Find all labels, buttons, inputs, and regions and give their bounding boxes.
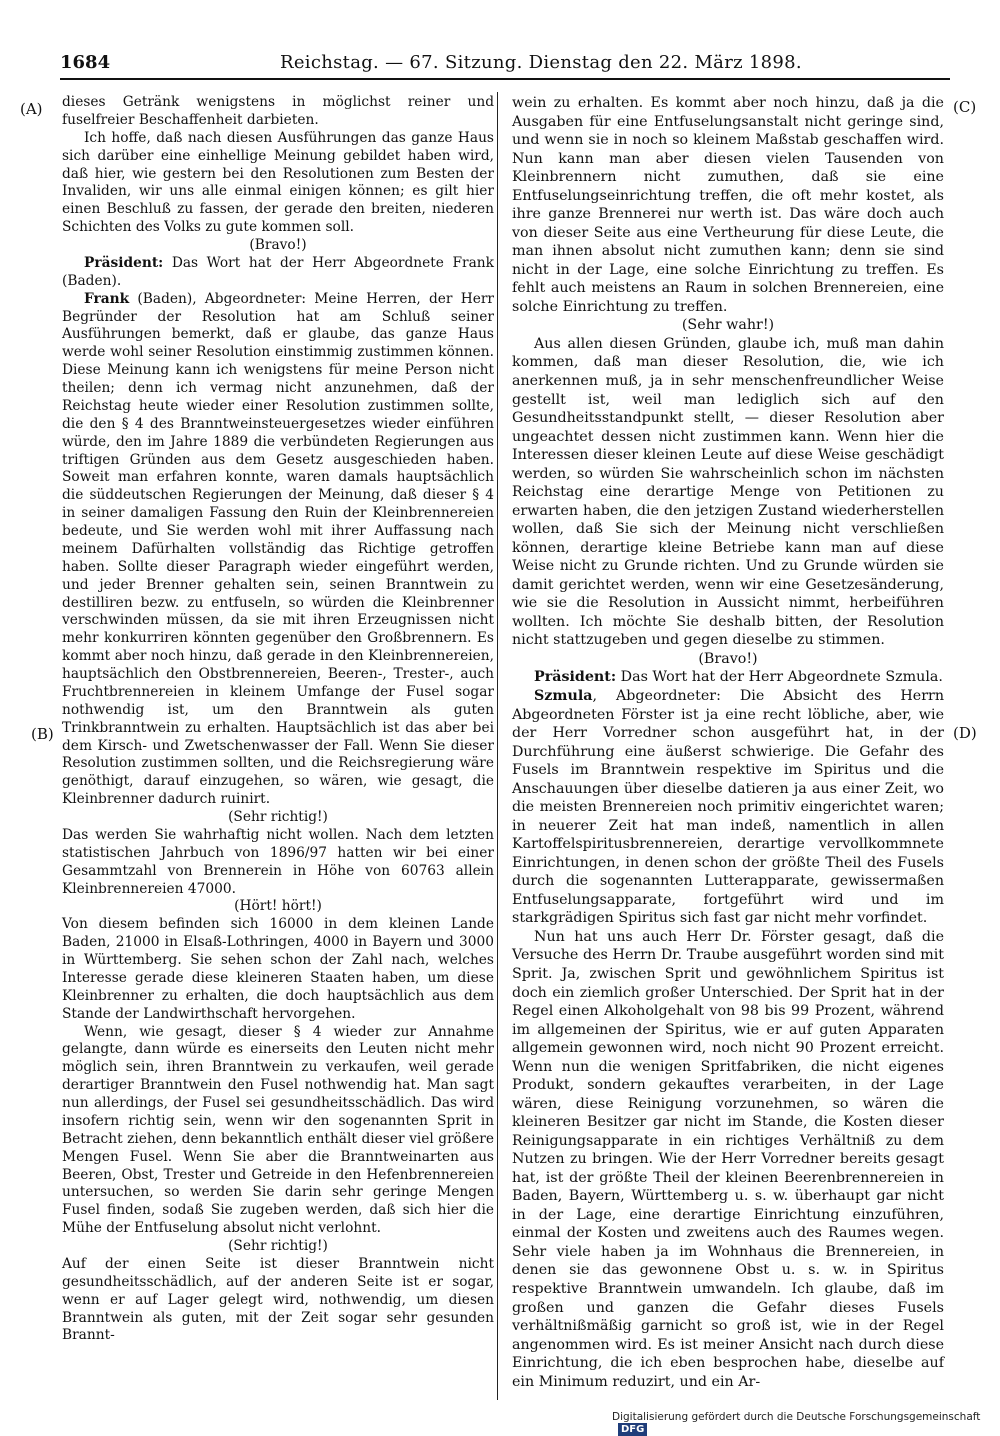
page-number: 1684 — [60, 52, 111, 73]
digitization-footer — [612, 1411, 992, 1435]
paragraph: Das werden Sie wahrhaftig nicht wollen. Nach dem letzten statistischen Jahrbuch von 1896/97 hatten wir bei einer Gesammtzahl von Brennerein in Höhe von 60763 allein Kleinbrennereien 47000. — [62, 826, 494, 897]
interjection: (Bravo!) — [249, 237, 307, 253]
dfg-logo: DFG — [618, 1423, 647, 1436]
margin-marker-b: (B) — [31, 725, 54, 743]
interjection: (Bravo!) — [698, 650, 758, 667]
speech-text: , Abgeordneter: Die Absicht des Herrn Abgeordneten Förster ist ja eine recht löbliche, aber, wie der Herr Vorredner schon ausgeführt hat, in der Durchführung eine äußerst schwierige. Die Gefahr des Fusels im Branntwein respektive im Spiritus und die Anschauungen über dieselbe datieren ja aus einer Zeit, wo die meisten Brennereien noch primitiv eingerichtet waren; in neuerer Zeit hat man indeß, namentlich in allen Kartoffelspiritusbrennereien, derartige vervollkommnete Einrichtungen, in denen schon der größte Theil des Fusels durch die sogenannten Lutterapparate, gewissermaßen Entfuselungsapparate, fortgeführt wird und im starkgrädigen Spiritus sich fast gar nicht mehr vorfindet. — [512, 688, 944, 927]
paragraph: dieses Getränk wenigstens in möglichst reiner und fuselfreier Beschaffenheit darbieten. — [62, 94, 494, 128]
speaker-paragraph — [62, 291, 494, 809]
interjection: (Sehr richtig!) — [228, 809, 328, 825]
speaker-paragraph — [512, 668, 944, 687]
page-title: Reichstag. — 67. Sitzung. Dienstag den 22. März 1898. — [280, 52, 802, 73]
margin-marker-d: (D) — [953, 724, 977, 742]
paragraph: Aus allen diesen Gründen, glaube ich, muß man dahin kommen, daß man dieser Resolution, die, wie ich anerkennen muß, ja in sehr menschenfreundlicher Weise gestellt ist, weil man lediglich sich auf den Gesundheitsstandpunkt stellt, — dieser Resolution aber ungeachtet dessen nicht zustimmen kann. Wenn hier die Interessen dieser kleinen Leute auf diese Weise geschädigt werden, so würden Sie wahrscheinlich schon im nächsten Reichstag eine derartige Menge von Petitionen zu erwarten haben, die den jetzigen Zustand wiederherstellen wollen, daß Sie sich der Meinung nicht verschließen können, derartige kleine Betriebe kann man auf diese Weise nicht zu Grunde richten. Und zu Grunde würden sie damit gerichtet werden, wenn wir eine Gesetzesänderung, wie sie die Resolution in Aussicht nimmt, herbeiführen wollten. Ich möchte Sie deshalb bitten, der Resolution nicht stattzugeben und gegen dieselbe zu stimmen. — [512, 335, 944, 649]
speaker-paragraph — [512, 687, 944, 928]
paragraph: Von diesem befinden sich 16000 in dem kleinen Lande Baden, 21000 in Elsaß-Lothringen, 4000 in Bayern und 3000 in Württemberg. Sie sehen schon der Zahl nach, welches Interesse gerade diese kleineren Staaten haben, um diese Kleinbrenner zu erhalten, die doch hauptsächlich aus dem Stande der Landwirthschaft hervorgehen. — [62, 916, 494, 1022]
speaker-name: Präsident: — [534, 669, 617, 686]
right-text-column — [512, 94, 944, 1391]
column-divider — [497, 92, 498, 1400]
footer-text: Digitalisierung gefördert durch die Deutsche Forschungsgemeinschaft — [612, 1411, 981, 1423]
paragraph: Wenn, wie gesagt, dieser § 4 wieder zur Annahme gelangte, dann würde es einerseits den Leuten nicht mehr möglich sein, ihren Branntwein zu verkaufen, weil gerade derartiger Branntwein den Fusel nothwendig hat. Man sagt nun allerdings, der Fusel sei gesundheitsschädlich. Das wird insofern richtig sein, wenn wir den sogenannten Sprit in Betracht ziehen, denn bekanntlich enthält dieser viel größere Mengen Fusel. Wenn Sie aber die Branntweinarten aus Beeren, Obst, Trester und Getreide in den Hefenbrennereien untersuchen, so werden Sie darin sehr geringe Mengen Fusel finden, sodaß Sie zugeben werden, daß sich hier die Mühe der Entfuselung absolut nicht verlohnt. — [62, 1023, 494, 1237]
page-header — [60, 50, 950, 80]
margin-marker-a: (A) — [20, 100, 43, 118]
paragraph: Auf der einen Seite ist dieser Branntwein nicht gesundheitsschädlich, auf der anderen Seite ist er sogar, wenn er auf Lager gelegt wird, nothwendig, um diesen Branntwein als guten, mit der Zeit sogar sehr gesunden Brannt- — [62, 1255, 494, 1344]
margin-marker-c: (C) — [953, 98, 977, 116]
speech-text: Das Wort hat der Herr Abgeordnete Szmula. — [616, 669, 943, 686]
speech-text: (Baden), Abgeordneter: Meine Herren, der Herr Begründer der Resolution hat am Schluß seiner Ausführungen bemerkt, daß er glaube, das ganze Haus werde wohl seiner Resolution einstimmig zustimmen können. Diese Meinung kann ich wenigstens für meine Person nicht theilen; denn ich vermag nicht anzunehmen, daß der Reichstag heute wieder einer Resolution zustimmen sollte, die den § 4 des Branntweinsteuergesetzes wieder einführen würde, den im Jahre 1889 die verbündeten Regierungen aus triftigen Gründen aus dem Gesetz ausgeschieden haben. Soweit man erfahren konnte, waren damals hauptsächlich die süddeutschen Regierungen der Meinung, daß dieser § 4 in seiner damaligen Fassung den Ruin der Kleinbrennereien bedeute, und Sie werden wohl mit ihrer Auffassung nach meinem Dafürhalten vollständig das Richtige getroffen haben. Sollte dieser Paragraph wieder eingeführt werden, und jeder Brenner gehalten sein, seinen Branntwein zu destilliren bezw. zu entfuseln, so würden die Kleinbrenner verschwinden müssen, da sie mit ihren Erzeugnissen nicht mehr konkurriren könnten gegenüber den Großbrennern. Es kommt aber noch hinzu, daß gerade in den Kleinbrennereien, hauptsächlich den Obstbrennereien, Beeren-, Trester-, auch Fruchtbrennereien in kleinem Umfange der Fusel sogar nothwendig ist, um den Branntwein als guten Trinkbranntwein zu erhalten. Hauptsächlich ist das aber bei dem Kirsch- und Zwetschenwasser der Fall. Wenn Sie dieser Resolution zustimmen sollten, und die Reichsregierung wäre genöthigt, darauf einzugehen, so wären, wie gesagt, die Kleinbrenner dadurch ruinirt. — [62, 290, 494, 808]
paragraph: wein zu erhalten. Es kommt aber noch hinzu, daß ja die Ausgaben für eine Entfuselungsanstalt nicht geringe sind, und wenn sie in noch so kleinem Maßstab geschaffen wird. Nun kann man aber diesen vielen Tausenden von Kleinbrennern nicht zumuthen, daß sie eine Entfuselungseinrichtung treffen, die oft mehr kostet, als ihre ganze Brennerei nur werth ist. Das wäre doch auch von dieser Seite aus eine Vertheurung für diese Leute, die man ihnen absolut nicht zumuthen kann; denn sie sind nicht in der Lage, eine solche Einrichtung zu treffen. Es fehlt auch meistens an Raum in solchen Brennereien, eine solche Einrichtung zu treffen. — [512, 95, 944, 315]
interjection: (Hört! hört!) — [234, 898, 322, 915]
interjection: (Sehr wahr!) — [681, 317, 775, 334]
left-text-column — [62, 94, 494, 1345]
speaker-name: Präsident: — [84, 254, 164, 271]
speech-text: Das Wort hat der Herr Abgeordnete Frank (Baden). — [62, 254, 494, 289]
interjection: (Sehr richtig!) — [228, 1238, 328, 1254]
speaker-name: Szmula — [534, 688, 593, 704]
speaker-paragraph — [62, 255, 494, 291]
paragraph: Nun hat uns auch Herr Dr. Förster gesagt, daß die Versuche des Herrn Dr. Traube ausgeführt worden sind mit Sprit. Ja, zwischen Sprit und gewöhnlichem Spiritus ist doch ein ziemlich großer Unterschied. Der Sprit hat in der Regel einen Alkoholgehalt von 98 bis 99 Prozent, während im allgemeinen der Spiritus, wie er auf guten Apparaten allgemein gewonnen wird, noch nicht 90 Prozent erreicht. Wenn nun die wenigen Spritfabriken, die nicht eigenes Produkt, sondern gekauftes verarbeiten, in der Lage wären, diese Reinigung vorzunehmen, so wären die kleineren Besitzer gar nicht im Stande, die Kosten dieser Reinigungsapparate in ein richtiges Verhältniß zu dem Nutzen zu bringen. Wie der Herr Vorredner bereits gesagt hat, ist der größte Theil der kleinen Beerenbrennereien in Baden, Bayern, Württemberg u. s. w. überhaupt gar nicht in der Lage, eine derartige Einrichtung einzuführen, einmal der Kosten und zweitens auch des Raumes wegen. Sehr viele haben ja im Wohnhaus die Brennereien, in denen sie das gewonnene Obst u. s. w. in Spiritus respektive Branntwein umwandeln. Ich glaube, daß im großen und ganzen die Gefahr dieses Fusels verhältnißmäßig garnicht so groß ist, wie in der Regel angenommen wird. Es ist meiner Ansicht nach durch diese Einrichtung, die ich eben besprochen habe, dieselbe auf ein Minimum reduzirt, und ein Ar- — [512, 928, 944, 1390]
paragraph: Ich hoffe, daß nach diesen Ausführungen das ganze Haus sich darüber eine einhellige Meinung gebildet haben wird, daß hier, wie gestern bei den Resolutionen zum Besten der Invaliden, wir uns alle einmal einigen können; es gilt hier einen Beschluß zu fassen, der gerade den breiten, niederen Schichten des Volks zu gute kommen soll. — [62, 129, 494, 236]
speaker-name: Frank — [84, 290, 130, 307]
